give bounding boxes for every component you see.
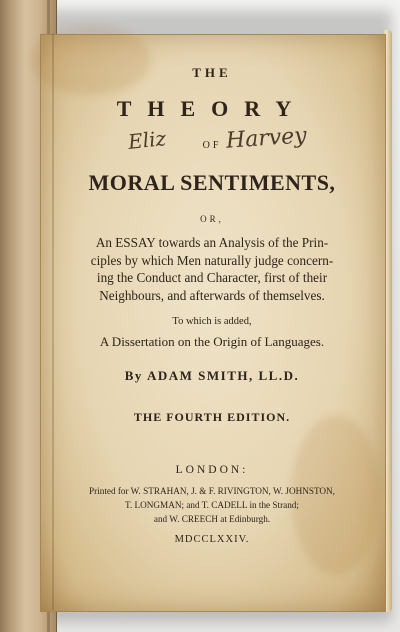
title-the: THE: [192, 65, 232, 80]
essay-line: Neighbours, and afterwards of themselves.: [99, 287, 325, 303]
title-theory: THEORY: [116, 96, 308, 121]
imprint-line: T. LONGMAN; and T. CADELL in the Strand;: [125, 500, 299, 510]
imprint-city: LONDON:: [175, 464, 249, 476]
imprint-line: Printed for W. STRAHAN, J. & F. RIVINGTON, W. JOHNSTON,: [89, 486, 335, 496]
publication-year: MDCCLXXIV.: [174, 534, 250, 545]
imprint-line: and W. CREECH at Edinburgh.: [153, 514, 271, 524]
dissertation-line: A Dissertation on the Origin of Languages.: [99, 334, 325, 349]
author-byline: By ADAM SMITH, LL.D.: [124, 368, 300, 383]
main-title: MORAL SENTIMENTS,: [88, 170, 336, 195]
edition-line: THE FOURTH EDITION.: [133, 410, 291, 424]
title-of: OF: [202, 140, 222, 151]
added-line: To which is added,: [172, 316, 252, 327]
printer-imprint: [40, 484, 384, 526]
signature-last-name: Harvey: [225, 123, 308, 154]
essay-line: ciples by which Men naturally judge concern-: [90, 252, 334, 268]
essay-subtitle: [40, 234, 384, 304]
essay-line: An ESSAY towards an Analysis of the Prin-: [95, 235, 329, 250]
signature-first-name: Eliz: [126, 126, 168, 154]
stain: [31, 25, 151, 95]
essay-line: ing the Conduct and Character, first of their: [96, 270, 328, 285]
or-line: OR,: [200, 214, 224, 224]
